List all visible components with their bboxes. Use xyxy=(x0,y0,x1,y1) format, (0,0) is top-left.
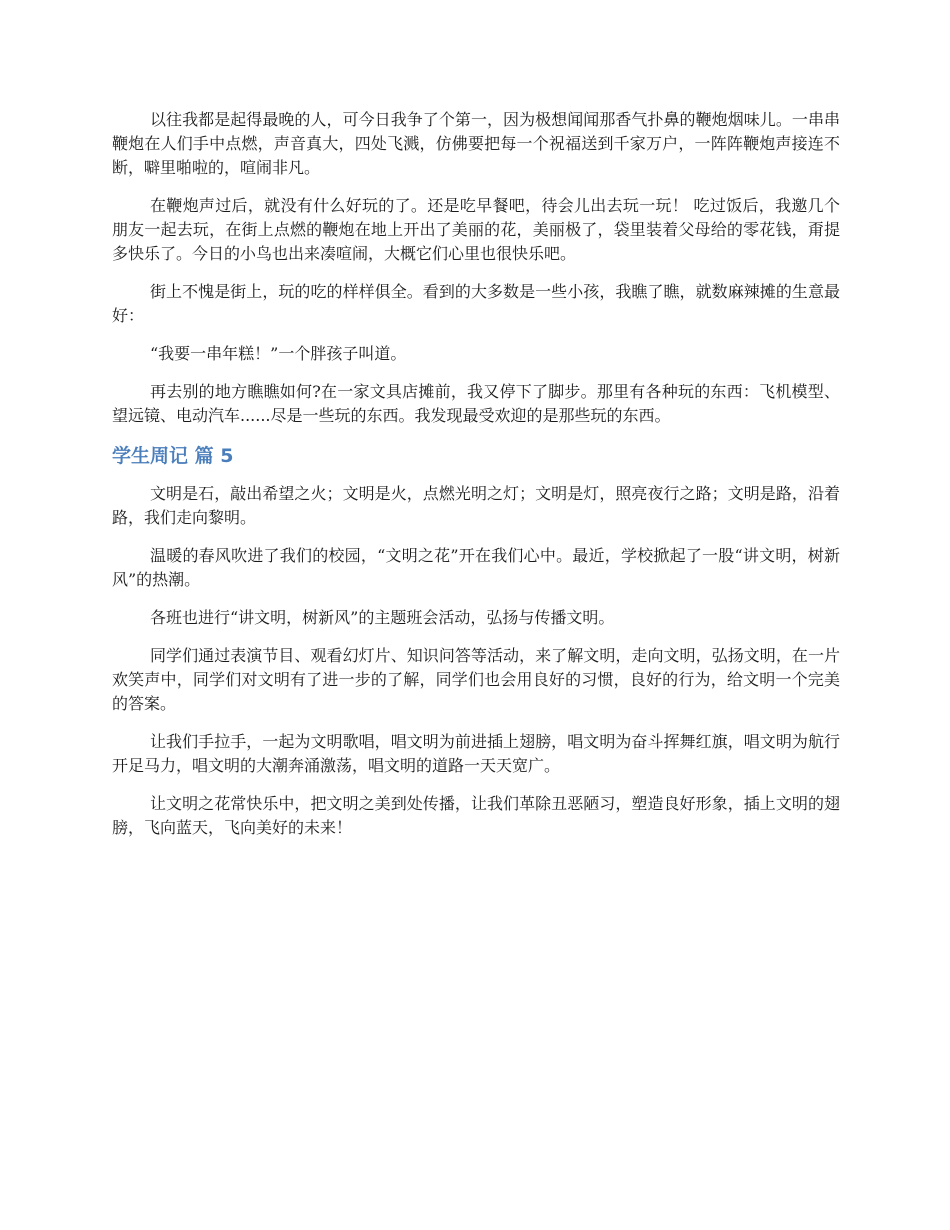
paragraph: 同学们通过表演节目、观看幻灯片、知识问答等活动，来了解文明，走向文明，弘扬文明，在一片欢笑声中，同学们对文明有了进一步的了解，同学们也会用良好的习惯，良好的行为，给文明一个完美的答案。 xyxy=(112,646,840,713)
paragraph: 再去别的地方瞧瞧如何?在一家文具店摊前，我又停下了脚步。那里有各种玩的东西：飞机模型、望远镜、电动汽车......尽是一些玩的东西。我发现最受欢迎的是那些玩的东西。 xyxy=(112,382,840,425)
document-body xyxy=(112,108,840,854)
section-heading: 学生周记 篇 5 xyxy=(112,445,234,467)
paragraph: 在鞭炮声过后，就没有什么好玩的了。还是吃早餐吧，待会儿出去玩一玩！ 吃过饭后，我邀几个朋友一起去玩，在街上点燃的鞭炮在地上开出了美丽的花，美丽极了，袋里装着父母给的零花钱，甭提多快乐了。今日的小鸟也出来凑喧闹，大概它们心里也很快乐吧。 xyxy=(112,196,840,263)
paragraph: 温暖的春风吹进了我们的校园，“文明之花”开在我们心中。最近，学校掀起了一股“讲文明，树新风”的热潮。 xyxy=(112,546,840,589)
paragraph: 文明是石，敲出希望之火；文明是火，点燃光明之灯；文明是灯，照亮夜行之路；文明是路，沿着路，我们走向黎明。 xyxy=(112,484,840,527)
paragraph: 让文明之花常快乐中，把文明之美到处传播，让我们革除丑恶陋习，塑造良好形象，插上文明的翅膀，飞向蓝天，飞向美好的未来！ xyxy=(112,794,840,837)
paragraph: 以往我都是起得最晚的人，可今日我争了个第一，因为极想闻闻那香气扑鼻的鞭炮烟味儿。一串串鞭炮在人们手中点燃，声音真大，四处飞溅，仿佛要把每一个祝福送到千家万户，一阵阵鞭炮声接连不断，噼里啪啦的，喧闹非凡。 xyxy=(112,110,840,177)
paragraph: 街上不愧是街上，玩的吃的样样俱全。看到的大多数是一些小孩，我瞧了瞧，就数麻辣摊的生意最好： xyxy=(112,282,840,325)
paragraph: “我要一串年糕！”一个胖孩子叫道。 xyxy=(150,344,407,363)
paragraph: 让我们手拉手，一起为文明歌唱，唱文明为前进插上翅膀，唱文明为奋斗挥舞红旗，唱文明为航行开足马力，唱文明的大潮奔涌激荡，唱文明的道路一天天宽广。 xyxy=(112,732,840,775)
paragraph: 各班也进行“讲文明，树新风”的主题班会活动，弘扬与传播文明。 xyxy=(150,608,615,627)
